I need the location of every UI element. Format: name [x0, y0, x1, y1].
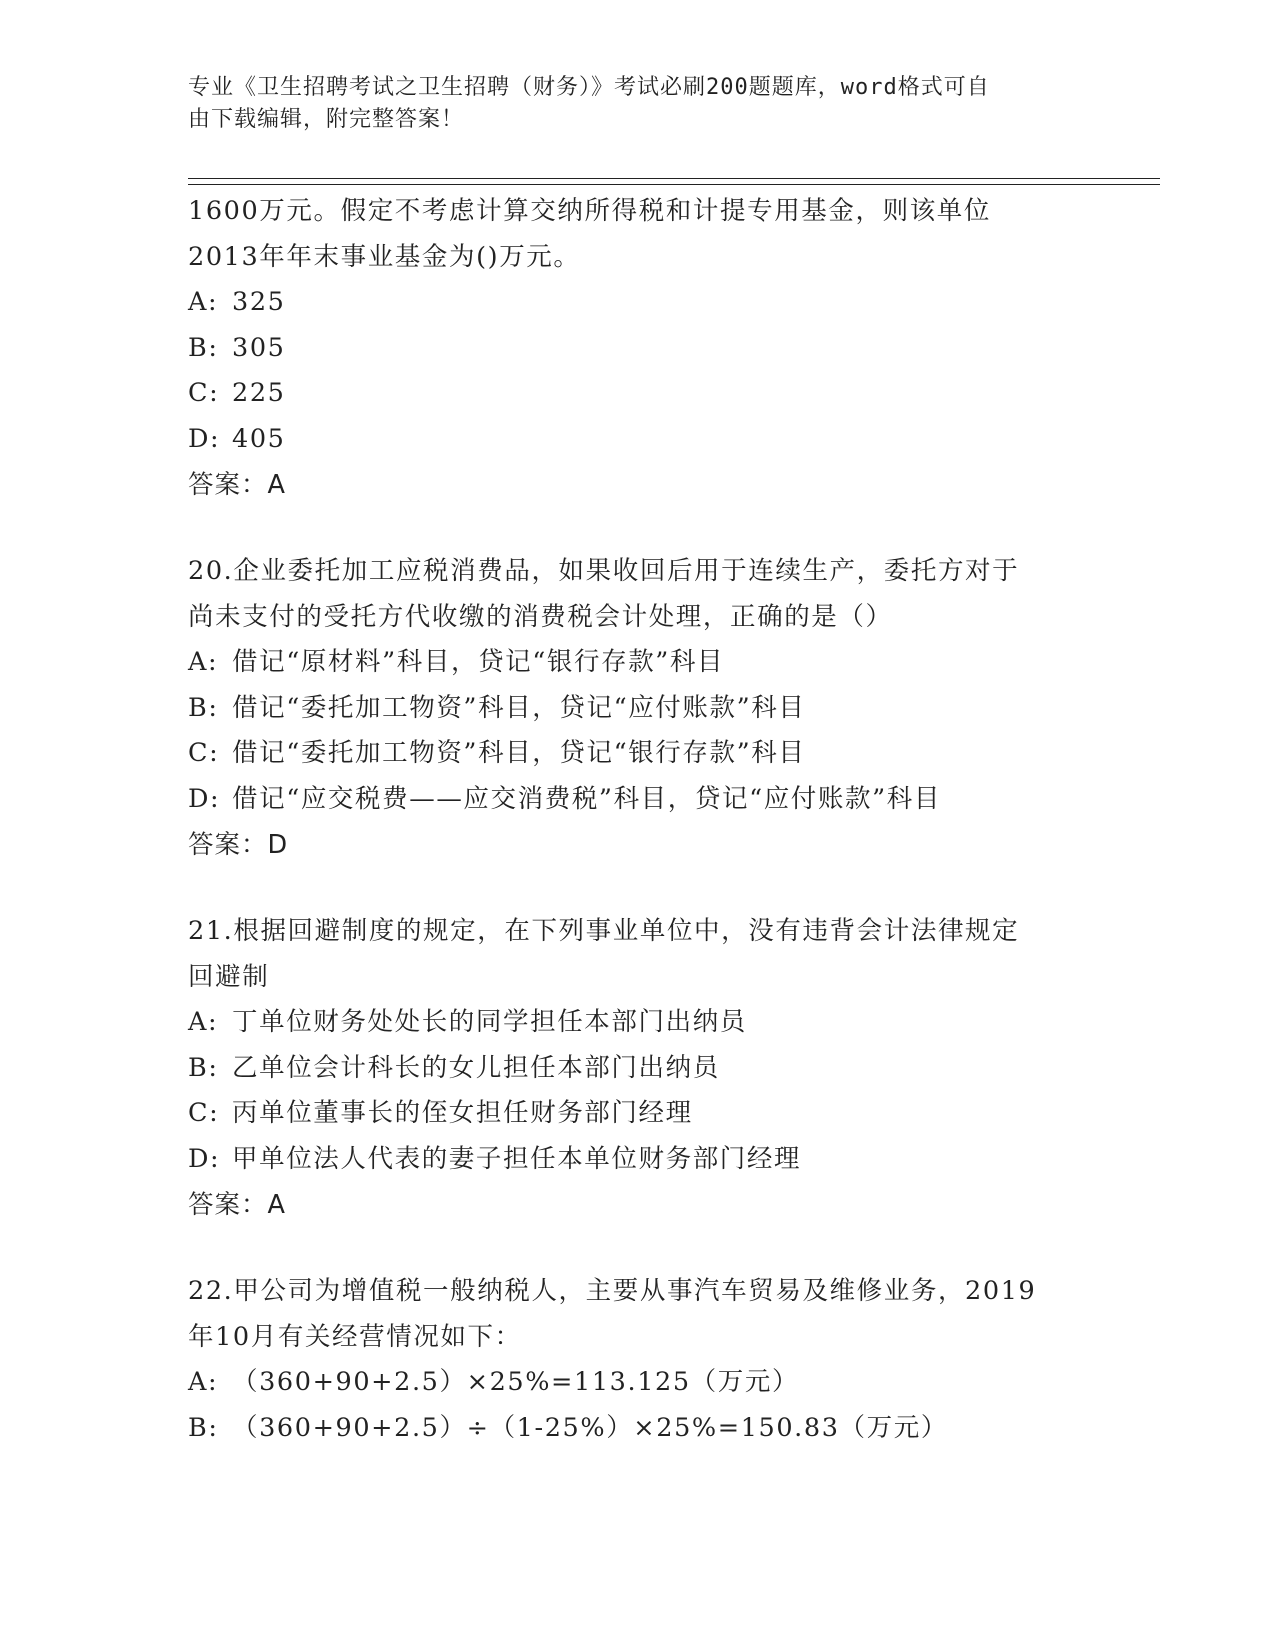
answer-line: 答案：A	[188, 470, 286, 500]
question-gap	[188, 868, 1088, 908]
option-a	[188, 280, 1088, 326]
option-text: 借记“原材料”科目，贷记“银行存款”科目	[232, 647, 725, 677]
option-d	[188, 1137, 1088, 1183]
option-text: （360+90+2.5）÷（1-25%）×25%=150.83（万元）	[232, 1412, 948, 1443]
option-label: C:	[188, 378, 220, 408]
option-label: A:	[188, 1007, 219, 1037]
option-c	[188, 371, 1088, 417]
option-text: 405	[232, 423, 286, 454]
option-b	[188, 1406, 1088, 1452]
option-text: 225	[232, 378, 286, 408]
option-label: D:	[188, 783, 221, 814]
question-22	[188, 1268, 1088, 1451]
option-label: C:	[188, 1098, 220, 1128]
option-a	[188, 1360, 1088, 1406]
option-text: 丙单位董事长的侄女担任财务部门经理	[232, 1098, 693, 1128]
option-text: 305	[232, 332, 286, 363]
option-label: B:	[188, 1052, 219, 1083]
option-text: 325	[232, 287, 286, 317]
header-rule-bottom	[188, 184, 1160, 185]
question-gap	[188, 1228, 1088, 1268]
document-header	[188, 72, 1068, 136]
option-a	[188, 1000, 1088, 1046]
option-label: A:	[188, 1367, 219, 1397]
question-text-line: 尚未支付的受托方代收缴的消费税会计处理，正确的是（）	[188, 602, 893, 632]
option-d	[188, 417, 1088, 463]
option-b	[188, 1046, 1088, 1092]
option-text: 借记“委托加工物资”科目，贷记“银行存款”科目	[232, 738, 806, 768]
option-text: 借记“应交税费——应交消费税”科目，贷记“应付账款”科目	[232, 783, 941, 814]
answer-line: 答案：A	[188, 1190, 286, 1220]
option-label: C:	[188, 738, 220, 768]
option-d	[188, 777, 1088, 823]
option-label: B:	[188, 692, 219, 723]
question-text-line: 21.根据回避制度的规定，在下列事业单位中，没有违背会计法律规定	[188, 916, 1020, 946]
question-text-line: 年10月有关经营情况如下：	[188, 1322, 522, 1352]
option-b	[188, 326, 1088, 372]
header-rule-top	[188, 178, 1160, 179]
option-label: A:	[188, 647, 219, 677]
option-label: A:	[188, 287, 219, 317]
option-c	[188, 1091, 1088, 1137]
question-19	[188, 188, 1088, 508]
header-line-1: 专业《卫生招聘考试之卫生招聘（财务）》考试必刷200题题库，word格式可自	[188, 75, 990, 100]
option-b	[188, 686, 1088, 732]
option-text: 借记“委托加工物资”科目，贷记“应付账款”科目	[232, 692, 806, 723]
option-label: B:	[188, 332, 219, 363]
question-text-line: 回避制	[188, 962, 270, 992]
option-text: （360+90+2.5）×25%=113.125（万元）	[232, 1367, 800, 1397]
question-text-line: 20.企业委托加工应税消费品，如果收回后用于连续生产，委托方对于	[188, 556, 1020, 586]
option-label: D:	[188, 423, 221, 454]
option-label: D:	[188, 1143, 221, 1174]
question-21	[188, 908, 1088, 1228]
question-list	[188, 188, 1088, 1451]
answer-line: 答案：D	[188, 830, 289, 860]
header-line-2: 由下载编辑，附完整答案！	[188, 107, 465, 132]
question-text-line: 22.甲公司为增值税一般纳税人，主要从事汽车贸易及维修业务，2019	[188, 1276, 1037, 1306]
question-gap	[188, 508, 1088, 548]
question-20	[188, 548, 1088, 868]
option-c	[188, 731, 1088, 777]
option-text: 甲单位法人代表的妻子担任本单位财务部门经理	[232, 1143, 802, 1174]
option-label: B:	[188, 1412, 219, 1443]
option-a	[188, 640, 1088, 686]
option-text: 乙单位会计科长的女儿担任本部门出纳员	[232, 1052, 720, 1083]
question-text-line: 1600万元。假定不考虑计算交纳所得税和计提专用基金，则该单位	[188, 196, 991, 226]
question-text-line: 2013年年末事业基金为()万元。	[188, 242, 581, 272]
option-text: 丁单位财务处处长的同学担任本部门出纳员	[232, 1007, 747, 1037]
